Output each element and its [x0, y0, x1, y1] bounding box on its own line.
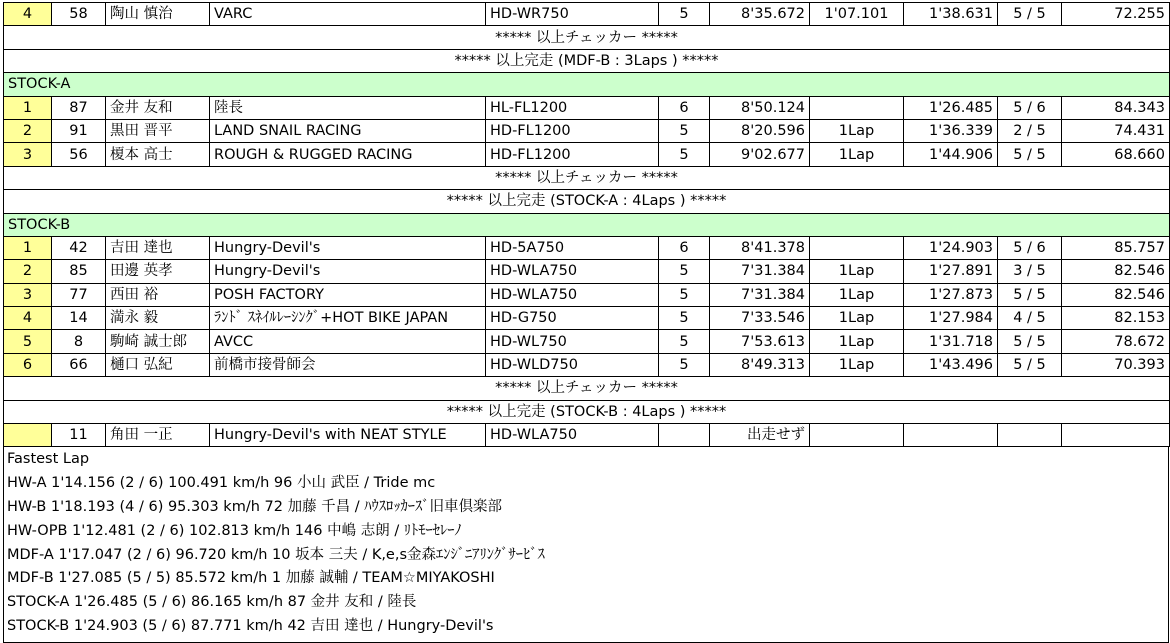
fastest-lap-line: MDF-B 1'27.085 (5 / 5) 85.572 km/h 1 加藤 誠輔 / TEAM☆MIYAKOSHI	[7, 570, 495, 587]
position-cell: 4	[4, 3, 52, 26]
gap-cell	[810, 424, 904, 447]
note-row	[4, 190, 1170, 213]
best-lap-number-cell: 5 / 5	[998, 353, 1062, 376]
machine-cell: HD-FL1200	[486, 119, 659, 142]
gap-cell: 1Lap	[810, 143, 904, 166]
note-row	[4, 26, 1170, 49]
speed-cell: 70.393	[1062, 353, 1170, 376]
rider-name-cell: 榎本 高士	[106, 143, 210, 166]
table-row	[4, 119, 1170, 142]
race-note: ***** 以上完走 (MDF-B : 3Laps ) *****	[4, 49, 1170, 72]
speed-cell: 78.672	[1062, 330, 1170, 353]
table-row	[4, 307, 1170, 330]
best-lap-time-cell	[904, 424, 998, 447]
machine-cell: HD-WLA750	[486, 260, 659, 283]
fastest-lap-line: STOCK-A 1'26.485 (5 / 6) 86.165 km/h 87 金井 友和 / 陸長	[7, 594, 417, 611]
laps-cell: 5	[659, 143, 710, 166]
rider-name-cell: 陶山 慎治	[106, 3, 210, 26]
gap-cell: 1'07.101	[810, 3, 904, 26]
best-lap-time-cell: 1'31.718	[904, 330, 998, 353]
gap-cell: 1Lap	[810, 353, 904, 376]
race-note: ***** 以上チェッカー *****	[4, 26, 1170, 49]
fastest-lap-section	[3, 447, 1169, 642]
gap-cell	[810, 96, 904, 119]
team-cell: Hungry-Devil's	[210, 236, 486, 259]
fastest-lap-line: HW-OPB 1'12.481 (2 / 6) 102.813 km/h 146 中嶋 志朗 / ﾘﾄﾓｰｾﾚｰﾉ	[7, 522, 462, 539]
rider-number-cell: 56	[52, 143, 106, 166]
laps-cell: 5	[659, 330, 710, 353]
table-row	[4, 424, 1170, 447]
best-lap-number-cell: 5 / 5	[998, 330, 1062, 353]
position-cell: 1	[4, 236, 52, 259]
table-row	[4, 260, 1170, 283]
team-cell: ﾗﾝﾄﾞ ｽﾈｲﾙﾚｰｼﾝｸﾞ+HOT BIKE JAPAN	[210, 307, 486, 330]
machine-cell: HD-G750	[486, 307, 659, 330]
position-cell: 3	[4, 283, 52, 306]
team-cell: LAND SNAIL RACING	[210, 119, 486, 142]
best-lap-number-cell: 2 / 5	[998, 119, 1062, 142]
laps-cell: 6	[659, 236, 710, 259]
best-lap-number-cell: 5 / 5	[998, 283, 1062, 306]
team-cell: Hungry-Devil's	[210, 260, 486, 283]
speed-cell: 82.546	[1062, 283, 1170, 306]
note-row	[4, 377, 1170, 400]
total-time-cell: 7'31.384	[710, 283, 810, 306]
table-row	[4, 3, 1170, 26]
total-time-cell: 7'31.384	[710, 260, 810, 283]
rider-name-cell: 吉田 達也	[106, 236, 210, 259]
position-cell: 6	[4, 353, 52, 376]
results-sheet	[3, 2, 1169, 643]
team-cell: VARC	[210, 3, 486, 26]
race-note: ***** 以上チェッカー *****	[4, 377, 1170, 400]
table-row	[4, 96, 1170, 119]
team-cell: Hungry-Devil's with NEAT STYLE	[210, 424, 486, 447]
position-cell: 1	[4, 96, 52, 119]
team-cell: AVCC	[210, 330, 486, 353]
laps-cell: 5	[659, 119, 710, 142]
laps-cell: 5	[659, 353, 710, 376]
best-lap-time-cell: 1'44.906	[904, 143, 998, 166]
rider-number-cell: 8	[52, 330, 106, 353]
rider-name-cell: 駒崎 誠士郎	[106, 330, 210, 353]
class-header-row	[4, 213, 1170, 236]
machine-cell: HD-5A750	[486, 236, 659, 259]
note-row	[4, 400, 1170, 423]
machine-cell: HD-WL750	[486, 330, 659, 353]
gap-cell: 1Lap	[810, 283, 904, 306]
best-lap-number-cell: 5 / 6	[998, 236, 1062, 259]
best-lap-number-cell: 5 / 6	[998, 96, 1062, 119]
best-lap-time-cell: 1'43.496	[904, 353, 998, 376]
total-time-cell: 出走せず	[710, 424, 810, 447]
best-lap-number-cell	[998, 424, 1062, 447]
best-lap-time-cell: 1'24.903	[904, 236, 998, 259]
best-lap-number-cell: 5 / 5	[998, 3, 1062, 26]
team-cell: 陸長	[210, 96, 486, 119]
laps-cell	[659, 424, 710, 447]
total-time-cell: 8'35.672	[710, 3, 810, 26]
laps-cell: 5	[659, 260, 710, 283]
table-row	[4, 143, 1170, 166]
class-name: STOCK-B	[4, 213, 1170, 236]
machine-cell: HD-WR750	[486, 3, 659, 26]
laps-cell: 6	[659, 96, 710, 119]
team-cell: 前橋市接骨師会	[210, 353, 486, 376]
best-lap-number-cell: 5 / 5	[998, 143, 1062, 166]
laps-cell: 5	[659, 3, 710, 26]
note-row	[4, 49, 1170, 72]
results-rows	[4, 3, 1170, 447]
speed-cell: 72.255	[1062, 3, 1170, 26]
position-cell: 2	[4, 260, 52, 283]
fastest-lap-heading: Fastest Lap	[7, 451, 90, 468]
rider-name-cell: 角田 一正	[106, 424, 210, 447]
position-cell: 2	[4, 119, 52, 142]
fastest-lap-line: HW-A 1'14.156 (2 / 6) 100.491 km/h 96 小山 武臣 / Tride mc	[7, 475, 436, 492]
gap-cell	[810, 236, 904, 259]
machine-cell: HD-WLD750	[486, 353, 659, 376]
laps-cell: 5	[659, 307, 710, 330]
speed-cell: 85.757	[1062, 236, 1170, 259]
fastest-lap-line: STOCK-B 1'24.903 (5 / 6) 87.771 km/h 42 吉田 達也 / Hungry-Devil's	[7, 618, 494, 634]
rider-number-cell: 58	[52, 3, 106, 26]
machine-cell: HD-FL1200	[486, 143, 659, 166]
note-row	[4, 166, 1170, 189]
laps-cell: 5	[659, 283, 710, 306]
total-time-cell: 7'53.613	[710, 330, 810, 353]
results-table	[3, 2, 1170, 447]
race-note: ***** 以上完走 (STOCK-B : 4Laps ) *****	[4, 400, 1170, 423]
total-time-cell: 9'02.677	[710, 143, 810, 166]
total-time-cell: 7'33.546	[710, 307, 810, 330]
table-row	[4, 283, 1170, 306]
position-cell: 5	[4, 330, 52, 353]
total-time-cell: 8'41.378	[710, 236, 810, 259]
rider-number-cell: 91	[52, 119, 106, 142]
best-lap-time-cell: 1'38.631	[904, 3, 998, 26]
rider-number-cell: 85	[52, 260, 106, 283]
gap-cell: 1Lap	[810, 330, 904, 353]
machine-cell: HL-FL1200	[486, 96, 659, 119]
team-cell: POSH FACTORY	[210, 283, 486, 306]
team-cell: ROUGH & RUGGED RACING	[210, 143, 486, 166]
gap-cell: 1Lap	[810, 307, 904, 330]
best-lap-time-cell: 1'26.485	[904, 96, 998, 119]
total-time-cell: 8'50.124	[710, 96, 810, 119]
machine-cell: HD-WLA750	[486, 424, 659, 447]
class-name: STOCK-A	[4, 73, 1170, 96]
best-lap-number-cell: 4 / 5	[998, 307, 1062, 330]
table-row	[4, 236, 1170, 259]
best-lap-time-cell: 1'27.984	[904, 307, 998, 330]
position-cell: 4	[4, 307, 52, 330]
total-time-cell: 8'49.313	[710, 353, 810, 376]
table-row	[4, 330, 1170, 353]
speed-cell: 84.343	[1062, 96, 1170, 119]
class-header-row	[4, 73, 1170, 96]
best-lap-number-cell: 3 / 5	[998, 260, 1062, 283]
rider-number-cell: 11	[52, 424, 106, 447]
rider-name-cell: 黒田 晋平	[106, 119, 210, 142]
speed-cell: 82.546	[1062, 260, 1170, 283]
machine-cell: HD-WLA750	[486, 283, 659, 306]
rider-name-cell: 満永 毅	[106, 307, 210, 330]
fastest-lap-line: HW-B 1'18.193 (4 / 6) 95.303 km/h 72 加藤 千昌 / ﾊｳｽﾛｯｶｰｽﾞ旧車倶楽部	[7, 499, 503, 516]
rider-number-cell: 14	[52, 307, 106, 330]
position-cell	[4, 424, 52, 447]
rider-name-cell: 田邊 英孝	[106, 260, 210, 283]
rider-name-cell: 樋口 弘紀	[106, 353, 210, 376]
fastest-lap-line: MDF-A 1'17.047 (2 / 6) 96.720 km/h 10 坂本 三夫 / K,e,s金森ｴﾝｼﾞﾆｱﾘﾝｸﾞｻｰﾋﾞｽ	[7, 546, 545, 563]
gap-cell: 1Lap	[810, 260, 904, 283]
speed-cell: 68.660	[1062, 143, 1170, 166]
rider-number-cell: 66	[52, 353, 106, 376]
race-note: ***** 以上チェッカー *****	[4, 166, 1170, 189]
speed-cell: 74.431	[1062, 119, 1170, 142]
speed-cell: 82.153	[1062, 307, 1170, 330]
speed-cell	[1062, 424, 1170, 447]
rider-number-cell: 42	[52, 236, 106, 259]
rider-number-cell: 87	[52, 96, 106, 119]
rider-number-cell: 77	[52, 283, 106, 306]
best-lap-time-cell: 1'27.873	[904, 283, 998, 306]
gap-cell: 1Lap	[810, 119, 904, 142]
rider-name-cell: 西田 裕	[106, 283, 210, 306]
best-lap-time-cell: 1'36.339	[904, 119, 998, 142]
best-lap-time-cell: 1'27.891	[904, 260, 998, 283]
table-row	[4, 353, 1170, 376]
rider-name-cell: 金井 友和	[106, 96, 210, 119]
race-note: ***** 以上完走 (STOCK-A : 4Laps ) *****	[4, 190, 1170, 213]
position-cell: 3	[4, 143, 52, 166]
total-time-cell: 8'20.596	[710, 119, 810, 142]
